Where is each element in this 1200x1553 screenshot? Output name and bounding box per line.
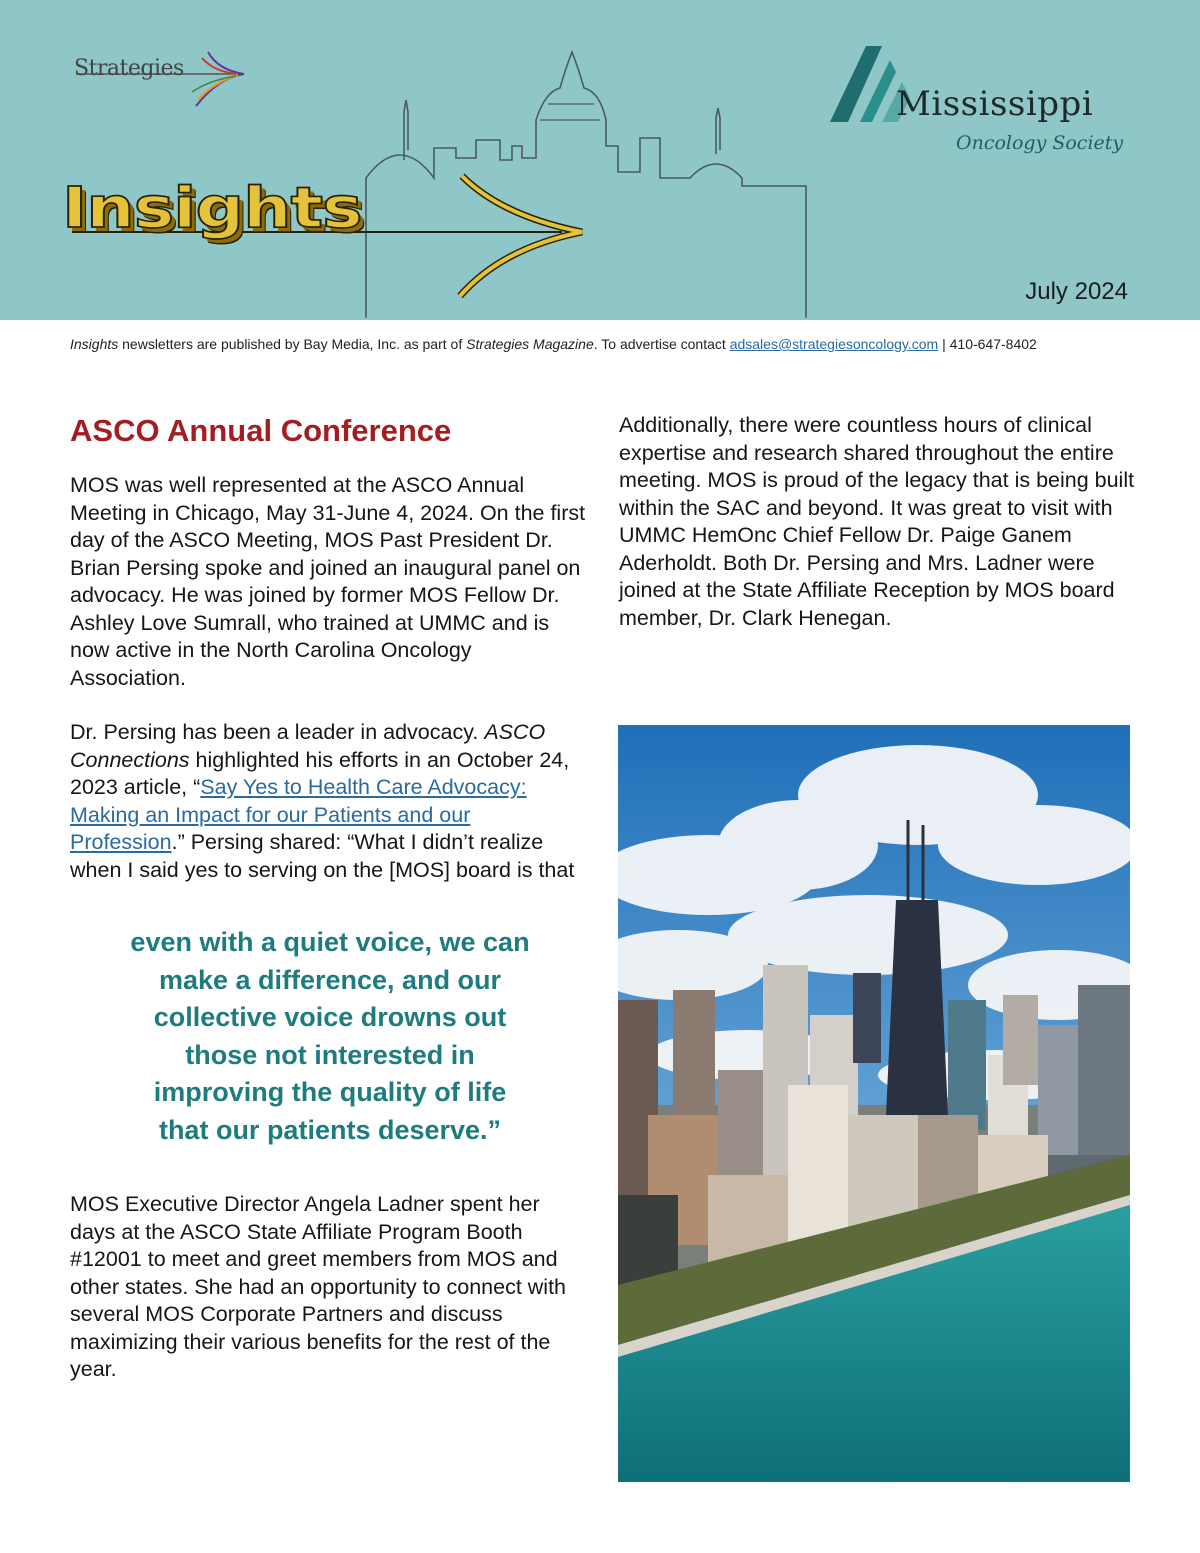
strategies-logo xyxy=(68,44,258,114)
para2-text-a: Dr. Persing has been a leader in advocacy. xyxy=(70,720,485,744)
chicago-skyline-illustration xyxy=(618,725,1130,1482)
insights-wordmark xyxy=(62,168,592,308)
publisher-magazine-italic: Strategies Magazine xyxy=(466,336,594,352)
article-paragraph-4: Additionally, there were countless hours of clinical expertise and research shared throughout the entire meeting. MOS is proud of the legacy that is being built within the SAC and beyond. It was great to visit with UMMC HemOnc Chief Fellow Dr. Paige Ganem Aderholdt. Both Dr. Persing and Mrs. Ladner were joined at the State Affiliate Reception by MOS board member, Dr. Clark Henegan. xyxy=(619,413,1135,630)
mos-subtitle: Oncology Society xyxy=(956,132,1124,154)
pull-quote: even with a quiet voice, we can make a difference, and our collective voice drowns out those not interested in improving the quality of life that our patients deserve.” xyxy=(130,927,530,1145)
publisher-text-2: . To advertise contact xyxy=(593,336,730,352)
ad-sales-email-link[interactable]: adsales@strategiesoncology.com xyxy=(729,336,939,352)
article-paragraph-3: MOS Executive Director Angela Ladner spent her days at the ASCO State Affiliate Program Booth #12001 to meet and greet members from MOS and other states. She had an opportunity to connect with several MOS Corporate Partners and discuss maximizing their various benefits for the rest of the year. xyxy=(70,1192,567,1381)
mos-name: Mississippi xyxy=(896,84,1094,124)
mississippi-oncology-society-logo xyxy=(826,42,1146,172)
newsletter-banner xyxy=(0,0,1200,320)
article-left-column xyxy=(70,412,590,1384)
article-link-say-yes[interactable]: Say Yes to Health Care Advocacy: Making an Impact for our Patients and our Profession xyxy=(70,775,527,854)
chicago-skyline-photo xyxy=(618,725,1130,1482)
issue-date: July 2024 xyxy=(1025,278,1128,305)
publisher-insights-italic: Insights xyxy=(70,336,119,352)
publisher-phone: | 410-647-8402 xyxy=(938,336,1037,352)
publisher-line xyxy=(70,336,1037,352)
article-paragraph-1: MOS was well represented at the ASCO Annual Meeting in Chicago, May 31-June 4, 2024. On the first day of the ASCO Meeting, MOS Past President Dr. Brian Persing spoke and joined an inaugural panel on advocacy. He was joined by former MOS Fellow Dr. Ashley Love Sumrall, who trained at UMMC and is now active in the North Carolina Oncology Association. xyxy=(70,473,586,690)
insights-title: Insights xyxy=(62,176,362,241)
para2-text-c: .” Persing shared: “What I didn’t realize when I said yes to serving on the [MOS] board is that xyxy=(70,830,575,882)
article-headline: ASCO Annual Conference xyxy=(70,413,452,448)
asco-connections-italic: ASCO Connections xyxy=(70,720,546,772)
article-paragraph-2 xyxy=(70,719,590,884)
para2-text-b: highlighted his efforts in an October 24, 2023 article, “ xyxy=(70,747,570,799)
article-right-column xyxy=(619,412,1139,632)
strategies-logo-text: Strategies xyxy=(74,56,184,81)
publisher-text-1: newsletters are published by Bay Media, Inc. as part of xyxy=(118,336,467,352)
